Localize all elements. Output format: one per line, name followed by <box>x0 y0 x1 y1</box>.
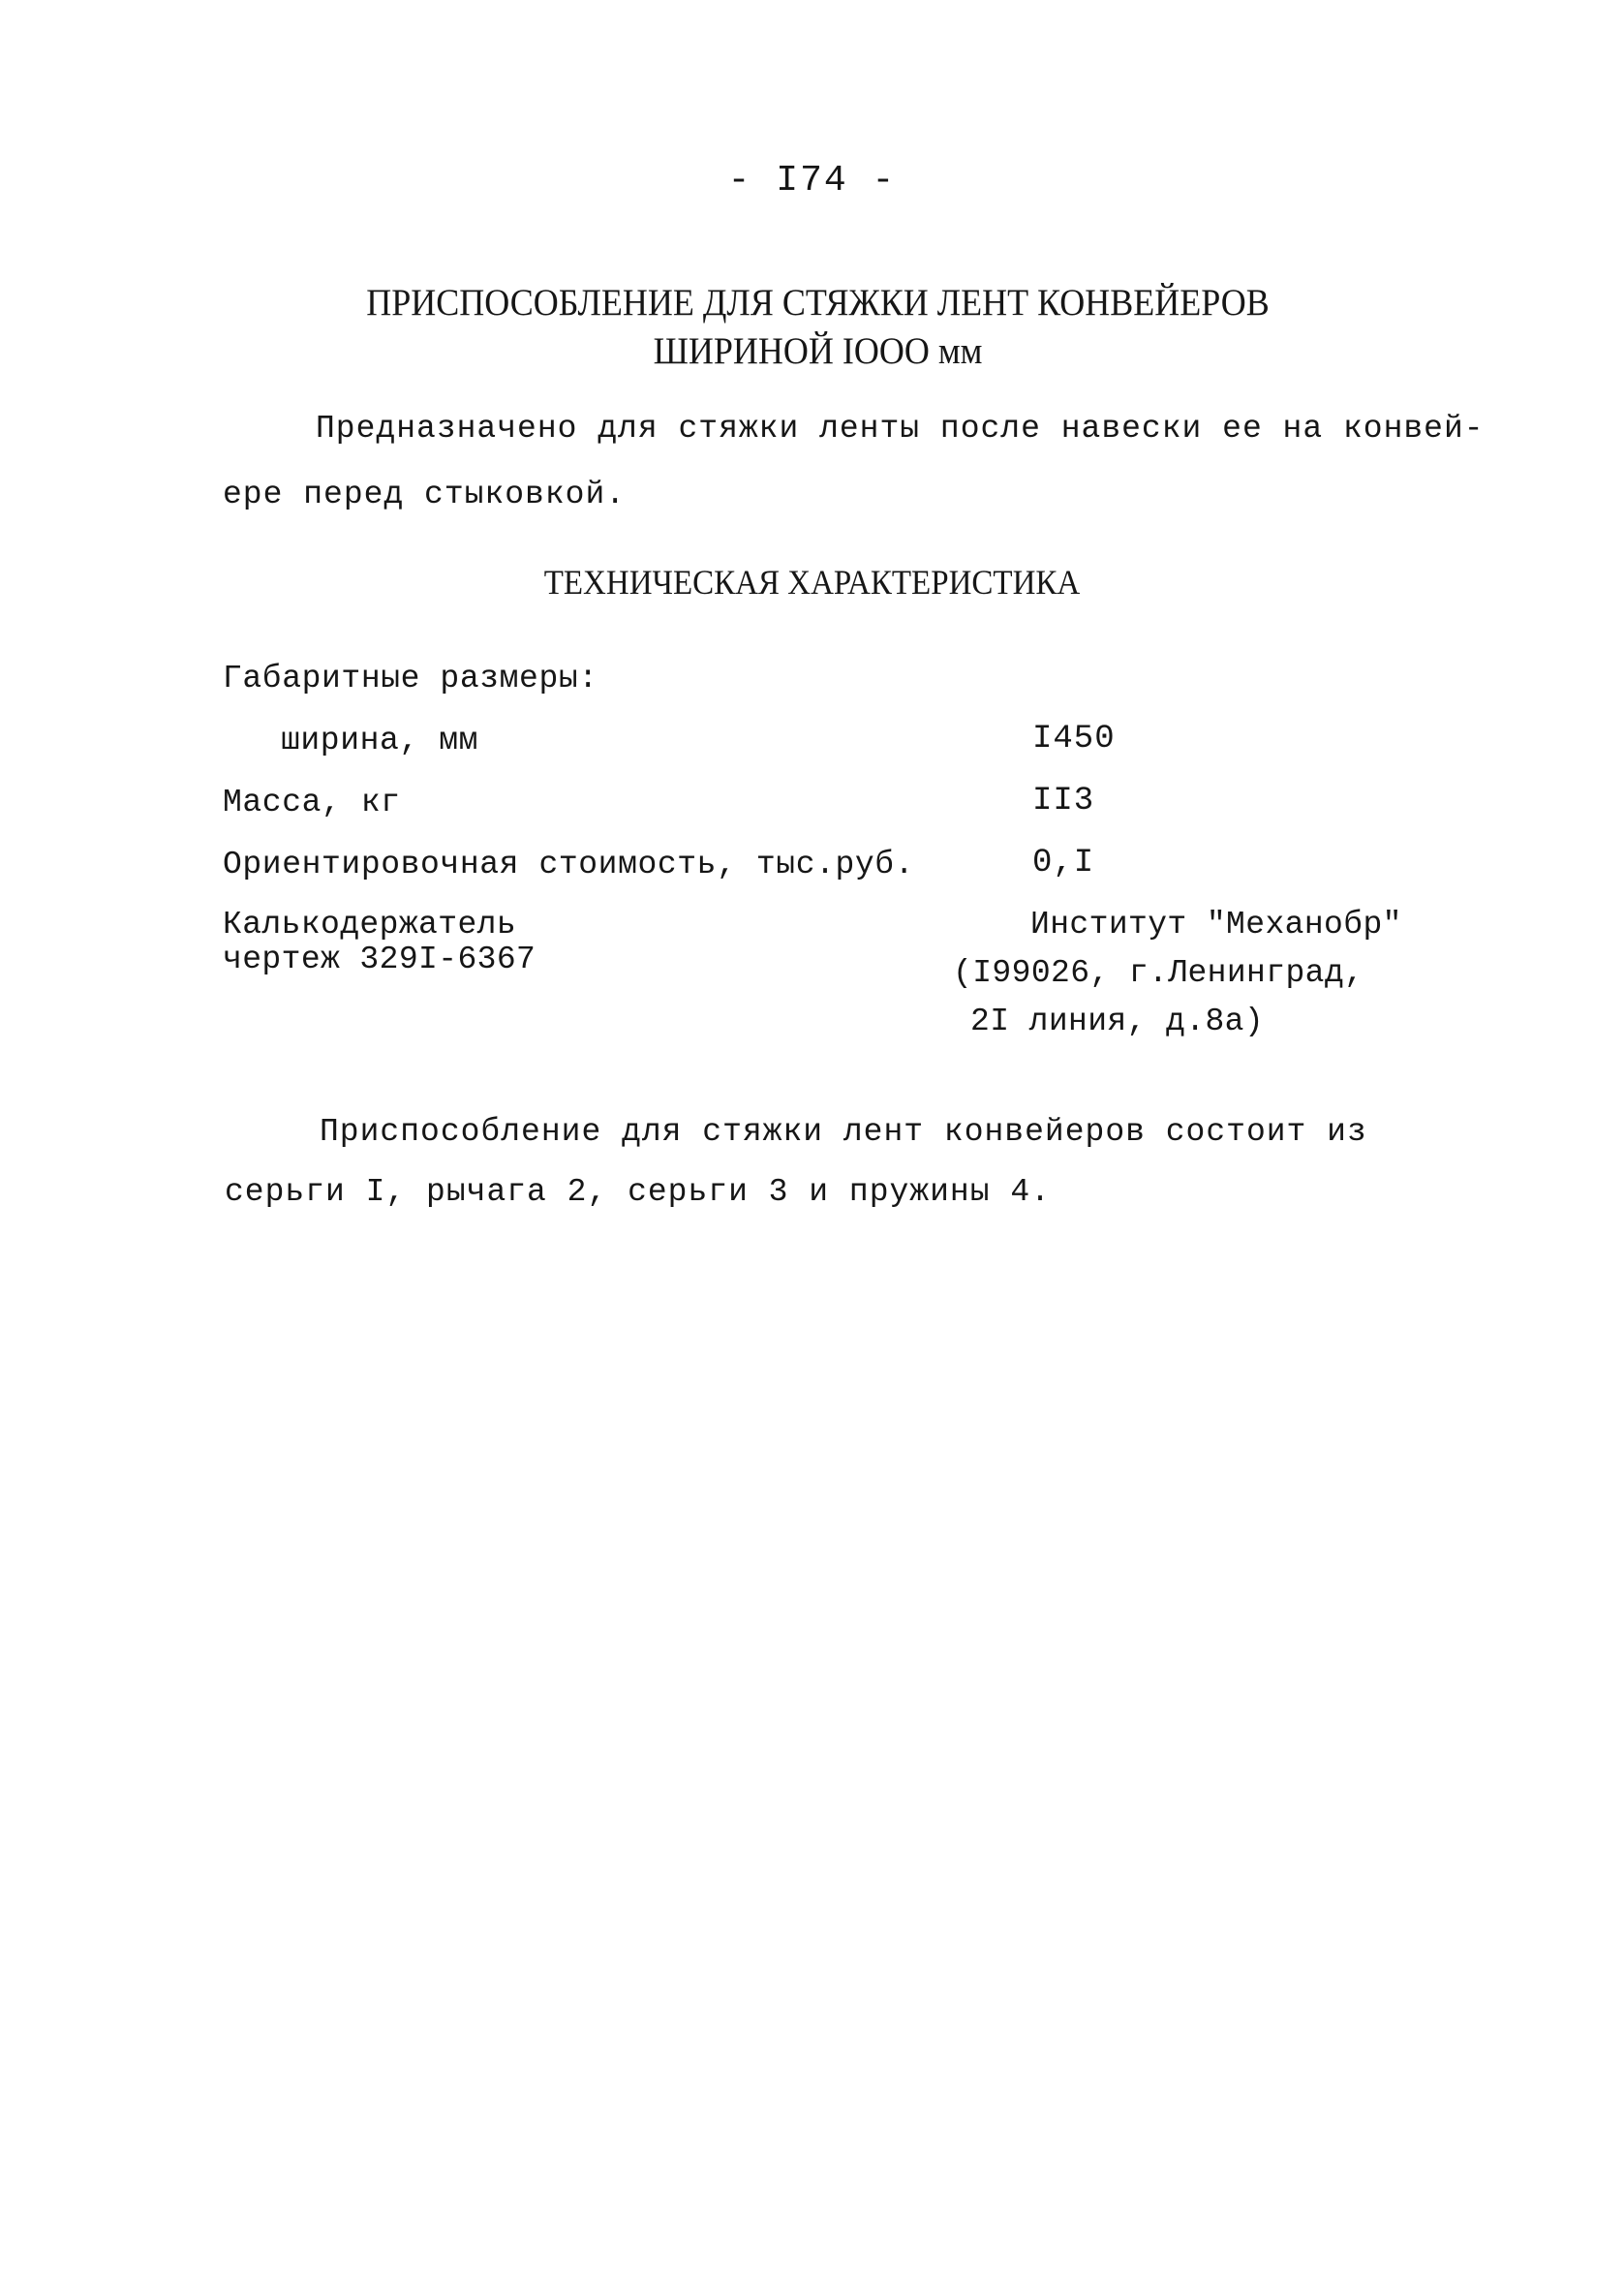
width-value: I450 <box>1032 721 1116 758</box>
mass-label: Масса, кг <box>223 785 401 820</box>
intro-text-line-2: ере перед стыковкой. <box>223 477 627 512</box>
mass-value: II3 <box>1032 783 1095 819</box>
holder-label-line-1: Калькодержатель <box>223 907 517 943</box>
width-label: ширина, мм <box>281 723 479 758</box>
description-line-2: серьги I, рычага 2, серьги 3 и пружины 4. <box>225 1174 1051 1210</box>
holder-value-line-2: (I99026, г.Ленинград, <box>953 955 1364 991</box>
holder-value-line-3: 2I линия, д.8а) <box>970 1004 1265 1039</box>
cost-value: 0,I <box>1032 845 1095 881</box>
holder-value-line-1: Институт "Механобр" <box>1030 907 1402 943</box>
section-heading: ТЕХНИЧЕСКАЯ ХАРАКТЕРИСТИКА <box>543 564 1081 603</box>
document-title-line-2: ШИРИНОЙ IOOO мм <box>653 329 983 372</box>
description-line-1: Приспособление для стяжки лент конвейеров состоит из <box>320 1114 1367 1150</box>
holder-label-line-2: чертеж 329I-6367 <box>223 942 536 977</box>
page-number: - I74 - <box>727 160 897 201</box>
dimensions-label: Габаритные размеры: <box>223 661 598 696</box>
document-title-line-1: ПРИСПОСОБЛЕНИЕ ДЛЯ СТЯЖКИ ЛЕНТ КОНВЕЙЕРОВ <box>366 281 1270 324</box>
intro-text-line-1: Предназначено для стяжки ленты после навески ее на конвей- <box>316 411 1485 447</box>
cost-label: Ориентировочная стоимость, тыс.руб. <box>223 847 915 882</box>
